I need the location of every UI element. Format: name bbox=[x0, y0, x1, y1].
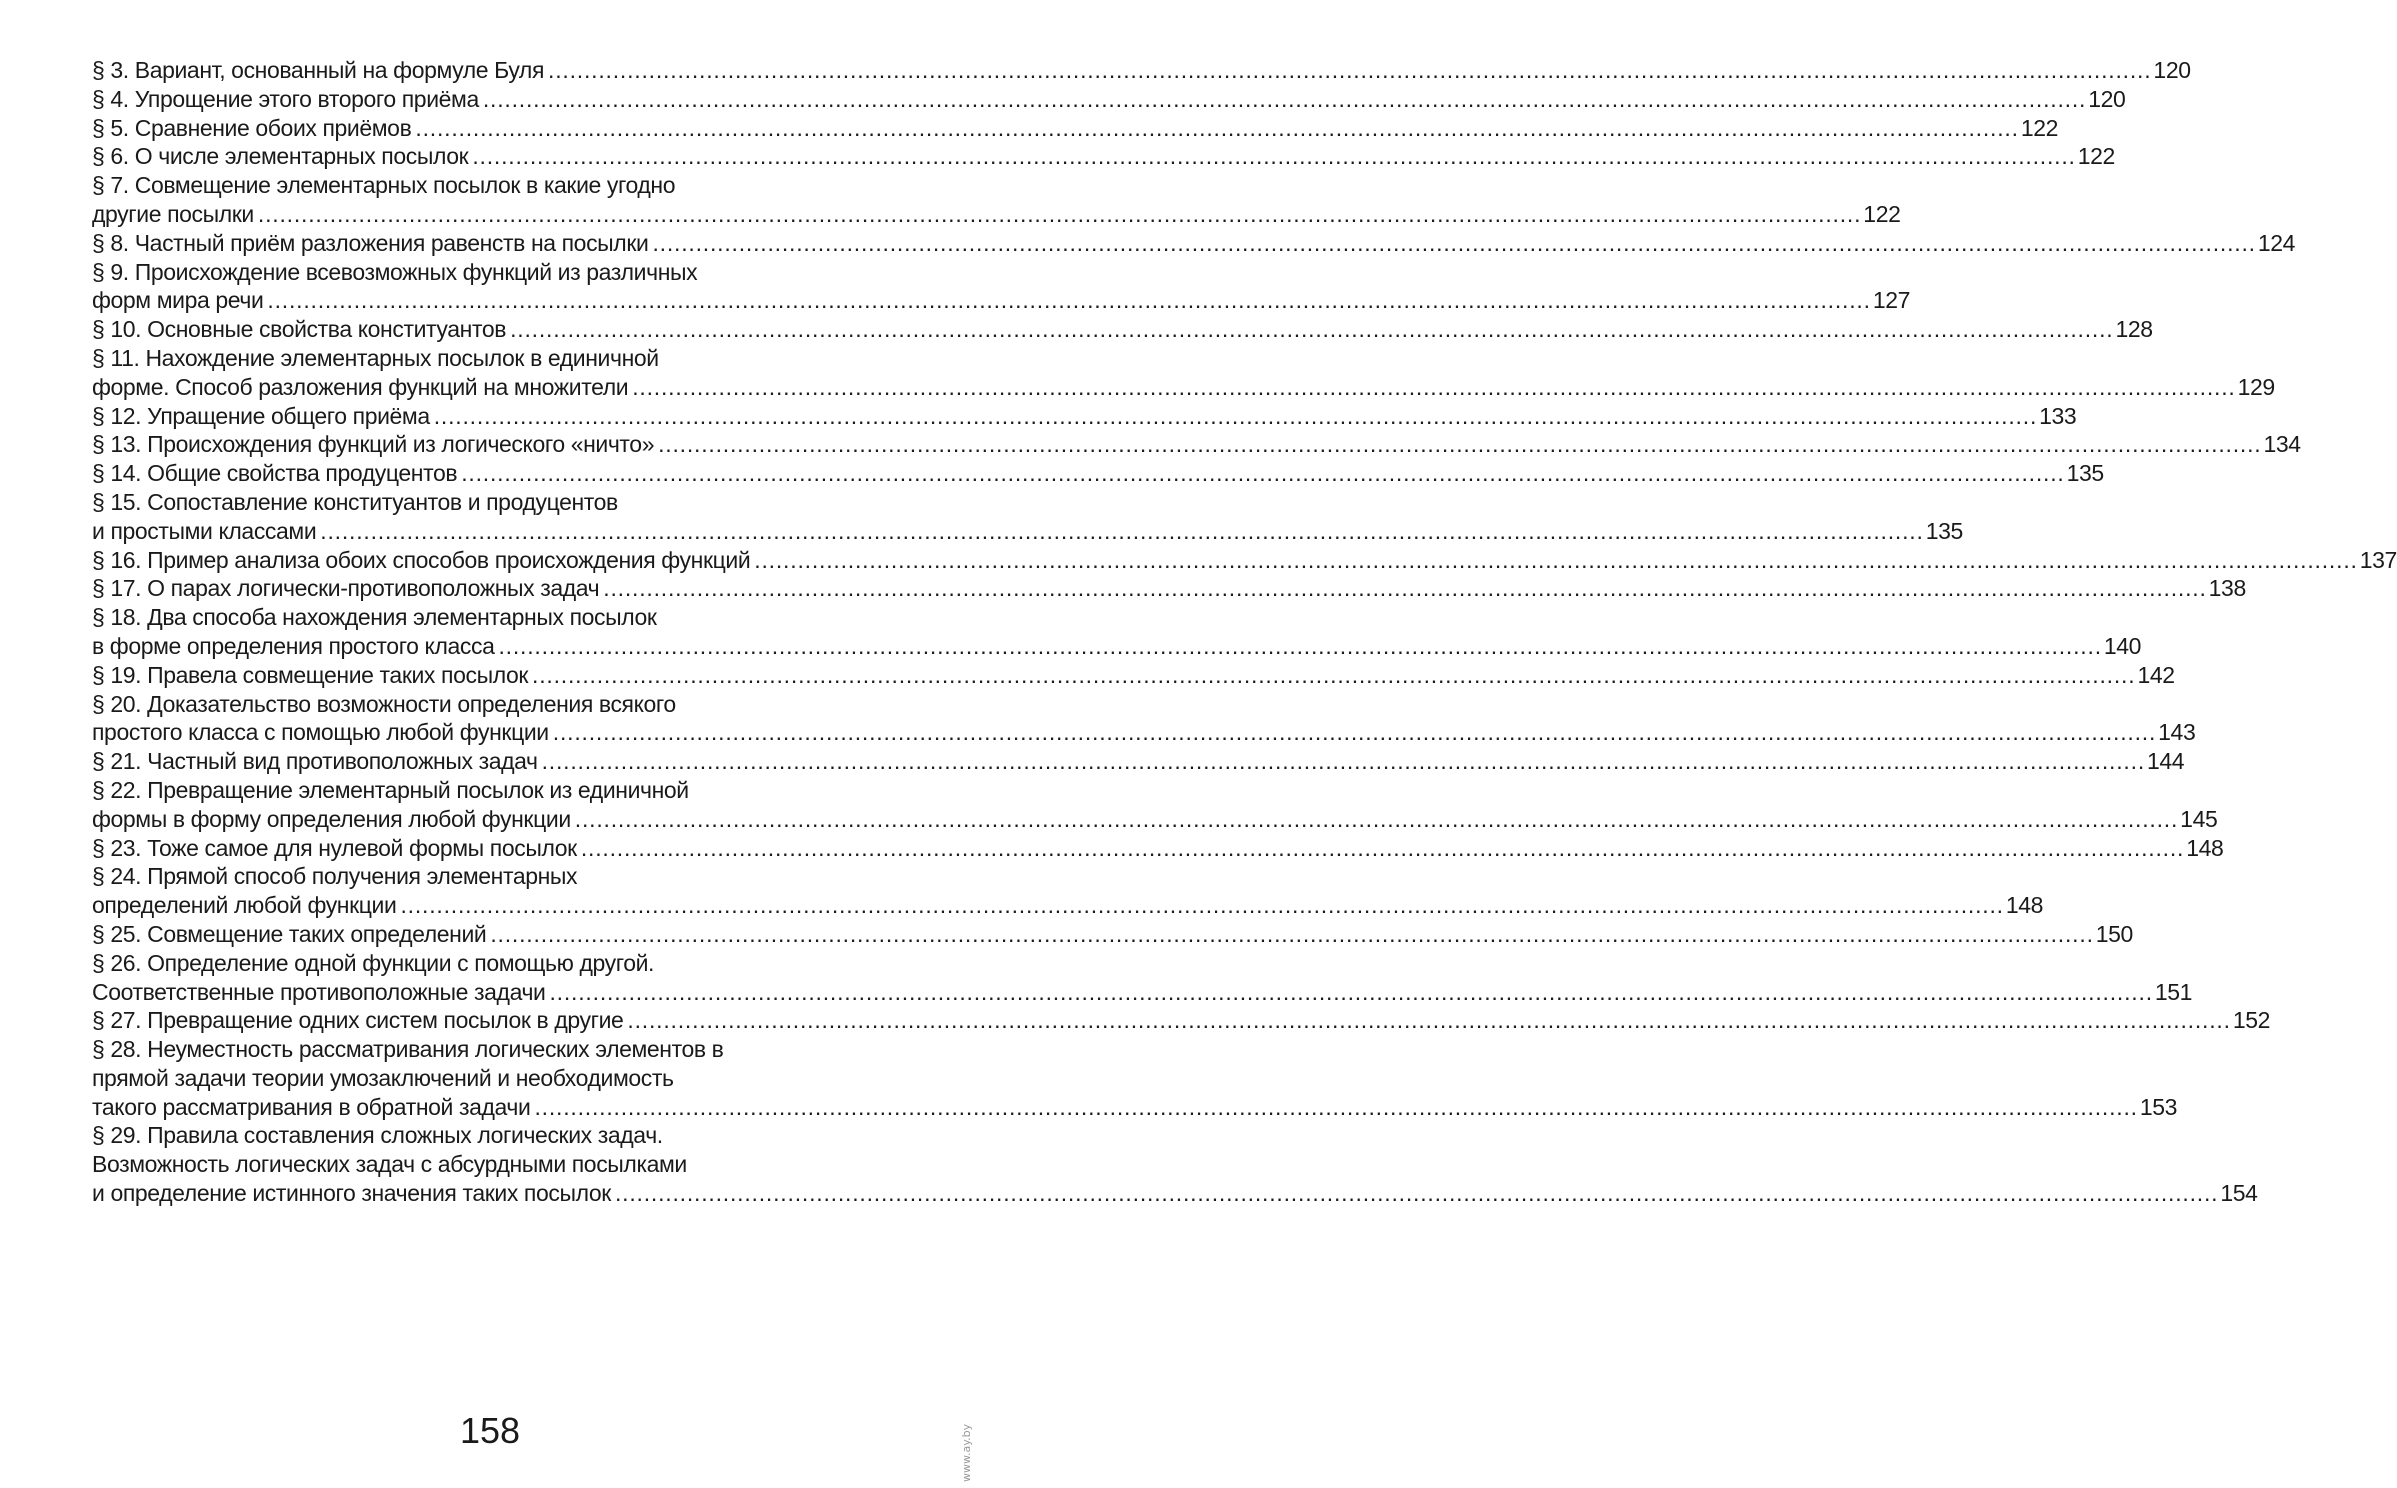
toc-entry bbox=[92, 459, 2104, 488]
dot-leader bbox=[623, 1006, 2230, 1035]
toc-entry-text: форме. Способ разложения функций на множители bbox=[92, 373, 629, 400]
dot-leader bbox=[254, 200, 1861, 229]
toc-entry-last-line bbox=[92, 891, 2044, 920]
toc-page-number: 138 bbox=[2208, 575, 2246, 602]
toc-entry-text: § 20. Доказательство возможности определения всякого bbox=[92, 690, 676, 717]
toc-entry-last-line bbox=[92, 373, 2275, 402]
dot-leader bbox=[545, 978, 2152, 1007]
toc-entry bbox=[92, 430, 2301, 459]
toc-entry-text: такого рассматривания в обратной задачи bbox=[92, 1093, 531, 1120]
toc-entry-text: Возможность логических задач с абсурдными посылками bbox=[92, 1151, 687, 1178]
toc-entry-text: и определение истинного значения таких посылок bbox=[92, 1180, 611, 1207]
dot-leader bbox=[506, 315, 2113, 344]
toc-entry-text: § 6. О числе элементарных посылок bbox=[92, 143, 469, 170]
dot-leader bbox=[494, 632, 2101, 661]
toc-entry-line bbox=[92, 344, 878, 373]
toc-entry bbox=[92, 1121, 2258, 1207]
toc-entry-text: формы в форму определения любой функции bbox=[92, 805, 571, 832]
toc-page-number: 128 bbox=[2115, 316, 2153, 343]
dot-leader bbox=[628, 373, 2235, 402]
toc-entry-last-line bbox=[92, 1179, 2258, 1208]
toc-entry-text: § 3. Вариант, основанный на формуле Буля bbox=[92, 57, 545, 83]
toc-page-number: 133 bbox=[2039, 402, 2077, 429]
toc-entry-last-line bbox=[92, 805, 2218, 834]
toc-page-number: 120 bbox=[2088, 85, 2126, 112]
toc-page-number: 129 bbox=[2237, 373, 2275, 400]
toc-entry bbox=[92, 661, 2175, 690]
toc-entry-line bbox=[92, 949, 878, 978]
toc-entry-last-line bbox=[92, 1006, 2270, 1035]
toc-entry-last-line bbox=[92, 747, 2185, 776]
dot-leader bbox=[396, 891, 2003, 920]
toc-page-number: 142 bbox=[2137, 661, 2175, 688]
toc-entry-line bbox=[92, 1121, 878, 1150]
toc-entry-last-line bbox=[92, 85, 2126, 114]
toc-entry bbox=[92, 258, 1910, 316]
toc-page-number: 120 bbox=[2153, 57, 2191, 83]
toc-entry-line bbox=[92, 690, 878, 719]
dot-leader bbox=[549, 718, 2156, 747]
page-number: 158 bbox=[459, 1410, 521, 1451]
toc-page-number: 127 bbox=[1872, 287, 1910, 314]
toc-page-number: 135 bbox=[2066, 460, 2104, 487]
toc-entry-line bbox=[92, 1064, 878, 1093]
toc-entry-text: Соответственные противоположные задачи bbox=[92, 978, 546, 1005]
toc-entry bbox=[92, 142, 2115, 171]
toc-entry-last-line bbox=[92, 229, 2296, 258]
dot-leader bbox=[430, 402, 2037, 431]
dot-leader bbox=[538, 747, 2145, 776]
toc-entry-text: простого класса с помощью любой функции bbox=[92, 719, 549, 746]
toc-entry-text: § 15. Сопоставление конституантов и продуцентов bbox=[92, 488, 618, 515]
toc-entry-text: § 5. Сравнение обоих приёмов bbox=[92, 114, 412, 141]
toc-page-number: 152 bbox=[2232, 1007, 2270, 1034]
toc-page-number: 124 bbox=[2257, 229, 2296, 256]
dot-leader bbox=[577, 834, 2184, 863]
table-of-contents bbox=[92, 56, 2397, 1208]
toc-entry-text: § 16. Пример анализа обоих способов происхождения функций bbox=[92, 546, 751, 573]
toc-entry-text: § 7. Совмещение элементарных посылок в какие угодно bbox=[92, 172, 676, 199]
toc-entry-text: § 23. Тоже самое для нулевой формы посылок bbox=[92, 834, 577, 861]
toc-entry bbox=[92, 171, 1901, 229]
toc-page-number: 122 bbox=[2020, 114, 2058, 141]
dot-leader bbox=[468, 142, 2075, 171]
dot-leader bbox=[611, 1179, 2218, 1208]
toc-entry-line bbox=[92, 171, 878, 200]
toc-page-number: 148 bbox=[2005, 892, 2044, 919]
toc-entry-last-line bbox=[92, 834, 2224, 863]
toc-entry-text: § 18. Два способа нахождения элементарных посылок bbox=[92, 604, 657, 631]
toc-entry bbox=[92, 229, 2296, 258]
toc-entry bbox=[92, 1006, 2270, 1035]
toc-entry-line bbox=[92, 1035, 878, 1064]
toc-entry bbox=[92, 85, 2126, 114]
toc-entry-text: § 13. Происхождения функций из логического «ничто» bbox=[92, 431, 655, 458]
toc-entry-last-line bbox=[92, 574, 2246, 603]
toc-entry-line bbox=[92, 258, 878, 287]
toc-entry-last-line bbox=[92, 315, 2153, 344]
dot-leader bbox=[457, 459, 2064, 488]
toc-entry-last-line bbox=[92, 718, 2196, 747]
dot-leader bbox=[530, 1093, 2137, 1122]
toc-entry-text: другие посылки bbox=[92, 200, 254, 227]
toc-entry-text: § 19. Правела совмещение таких посылок bbox=[92, 661, 529, 688]
dot-leader bbox=[263, 286, 1870, 315]
toc-entry bbox=[92, 402, 2077, 431]
toc-entry-text: § 27. Превращение одних систем посылок в другие bbox=[92, 1007, 624, 1034]
toc-entry-text: § 22. Превращение элементарный посылок из единичной bbox=[92, 776, 689, 803]
dot-leader bbox=[544, 56, 2151, 85]
toc-entry-line bbox=[92, 603, 878, 632]
toc-page-number: 145 bbox=[2180, 805, 2218, 832]
dot-leader bbox=[528, 661, 2135, 690]
dot-leader bbox=[654, 430, 2261, 459]
toc-entry-text: § 25. Совмещение таких определений bbox=[92, 920, 487, 947]
toc-entry-text: в форме определения простого класса bbox=[92, 632, 495, 659]
toc-entry-text: § 8. Частный приём разложения равенств на посылки bbox=[92, 229, 649, 256]
dot-leader bbox=[750, 546, 2357, 575]
toc-page-number: 151 bbox=[2154, 978, 2193, 1005]
toc-entry-text: форм мира речи bbox=[92, 287, 264, 314]
toc-entry-text: § 28. Неуместность рассматривания логических элементов в bbox=[92, 1036, 724, 1063]
site-watermark: www.ay.by bbox=[960, 1423, 973, 1482]
dot-leader bbox=[599, 574, 2206, 603]
toc-entry-text: прямой задачи теории умозаключений и необходимость bbox=[92, 1064, 674, 1091]
toc-entry-text: § 9. Происхождение всевозможных функций из различных bbox=[92, 258, 698, 285]
toc-entry-text: § 11. Нахождение элементарных посылок в единичной bbox=[92, 344, 659, 371]
toc-entry-text: § 17. О парах логически-противоположных задач bbox=[92, 575, 600, 602]
toc-entry bbox=[92, 546, 2397, 575]
toc-entry bbox=[92, 1035, 2178, 1121]
toc-entry-last-line bbox=[92, 632, 2142, 661]
toc-entry bbox=[92, 690, 2196, 748]
toc-entry bbox=[92, 747, 2185, 776]
toc-page-number: 144 bbox=[2147, 748, 2185, 775]
toc-entry-text: определений любой функции bbox=[92, 892, 397, 919]
toc-entry-text: § 4. Упрощение этого второго приёма bbox=[92, 85, 479, 112]
toc-page-number: 148 bbox=[2186, 834, 2224, 861]
toc-page-number: 153 bbox=[2139, 1093, 2178, 1120]
dot-leader bbox=[316, 517, 1923, 546]
toc-page-number: 140 bbox=[2103, 632, 2142, 659]
dot-leader bbox=[486, 920, 2093, 949]
toc-entry bbox=[92, 834, 2224, 863]
toc-entry-last-line bbox=[92, 459, 2104, 488]
dot-leader bbox=[648, 229, 2255, 258]
toc-page-number: 122 bbox=[1863, 200, 1901, 227]
toc-entry-last-line bbox=[92, 142, 2115, 171]
toc-entry-last-line bbox=[92, 56, 2191, 85]
toc-page-number: 135 bbox=[1925, 517, 1963, 544]
toc-entry bbox=[92, 949, 2193, 1007]
dot-leader bbox=[411, 114, 2018, 143]
toc-entry bbox=[92, 315, 2153, 344]
toc-entry-last-line bbox=[92, 286, 1910, 315]
toc-entry bbox=[92, 776, 2218, 834]
toc-page-number: 154 bbox=[2220, 1180, 2258, 1207]
toc-entry bbox=[92, 574, 2246, 603]
toc-entry-text: § 29. Правила составления сложных логических задач. bbox=[92, 1122, 663, 1149]
toc-page-number: 143 bbox=[2158, 719, 2196, 746]
toc-entry-last-line bbox=[92, 1093, 2178, 1122]
toc-entry bbox=[92, 603, 2142, 661]
toc-entry-last-line bbox=[92, 114, 2058, 143]
toc-page-number: 122 bbox=[2077, 143, 2115, 170]
toc-entry-last-line bbox=[92, 402, 2077, 431]
toc-entry-text: § 12. Упращение общего приёма bbox=[92, 402, 430, 429]
toc-entry-last-line bbox=[92, 920, 2133, 949]
toc-entry-text: § 14. Общие свойства продуцентов bbox=[92, 460, 458, 487]
toc-entry-text: § 24. Прямой способ получения элементарных bbox=[92, 863, 578, 890]
toc-entry-line bbox=[92, 776, 878, 805]
dot-leader bbox=[479, 85, 2086, 114]
toc-entry-line bbox=[92, 488, 878, 517]
toc-entry-text: и простыми классами bbox=[92, 517, 317, 544]
toc-entry-last-line bbox=[92, 430, 2301, 459]
toc-entry-last-line bbox=[92, 978, 2193, 1007]
toc-entry-line bbox=[92, 1150, 878, 1179]
toc-entry bbox=[92, 862, 2044, 920]
toc-entry-last-line bbox=[92, 661, 2175, 690]
toc-page-number: 137 bbox=[2359, 546, 2397, 573]
toc-entry bbox=[92, 488, 1963, 546]
toc-entry bbox=[92, 56, 2191, 85]
toc-entry-text: § 10. Основные свойства конституантов bbox=[92, 316, 507, 343]
toc-entry-last-line bbox=[92, 546, 2397, 575]
toc-entry-last-line bbox=[92, 517, 1963, 546]
toc-entry-line bbox=[92, 862, 878, 891]
toc-entry-text: § 21. Частный вид противоположных задач bbox=[92, 748, 538, 775]
toc-entry bbox=[92, 920, 2133, 949]
toc-entry bbox=[92, 114, 2058, 143]
toc-entry-text: § 26. Определение одной функции с помощью другой. bbox=[92, 949, 655, 976]
toc-entry bbox=[92, 344, 2275, 402]
toc-entry-last-line bbox=[92, 200, 1901, 229]
dot-leader bbox=[571, 805, 2178, 834]
toc-page-number: 134 bbox=[2263, 431, 2301, 458]
toc-page-number: 150 bbox=[2095, 920, 2133, 947]
